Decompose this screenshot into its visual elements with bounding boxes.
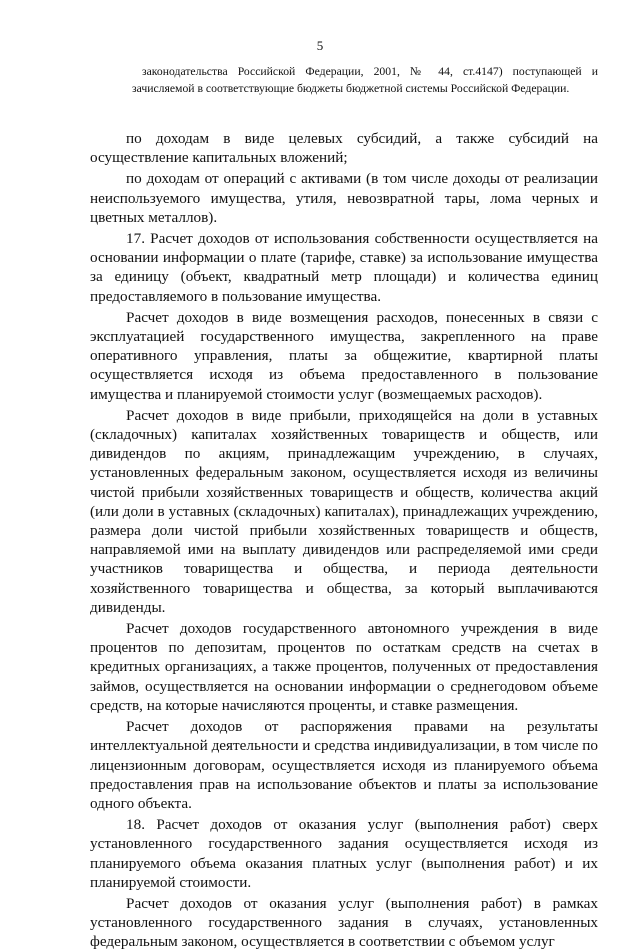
paragraph-asset-operations: по доходам от операций с активами (в том числе доходы от реализации неиспользуемого имущества, утиля, невозвратной тары, лома черных и цветных металлов).	[90, 170, 598, 226]
paragraph-18-paid-services: 18. Расчет доходов от оказания услуг (выполнения работ) сверх установленного государственного задания осуществляется исходя из планируемого объема оказания платных услуг (выполнения работ) и их планируемой стоимости.	[90, 816, 598, 891]
paragraph-17-property-use: 17. Расчет доходов от использования собственности осуществляется на основании информации о плате (тарифе, ставке) за использование имущества за единицу (объект, квадратный метр площади) и количества единиц предоставляемого в пользование имущества.	[90, 230, 598, 305]
document-body	[90, 129, 598, 952]
page-number: 5	[316, 38, 324, 53]
paragraph-expense-reimbursement: Расчет доходов в виде возмещения расходов, понесенных в связи с эксплуатацией государственного имущества, закрепленного на праве оперативного управления, платы за общежитие, квартирной платы осуществляется исходя из объема предоставленного в пользование имущества и планируемой стоимости услуг (возмещаемых расходов).	[90, 308, 598, 403]
paragraph-profit-dividends: Расчет доходов в виде прибыли, приходящейся на доли в уставных (складочных) капиталах хозяйственных товариществ и обществ, или дивидендов по акциям, принадлежащим учреждению, в случаях, установленных федеральным законом, осуществляется исходя из величины чистой прибыли хозяйственных товариществ и обществ, количества акций (или доли в уставных (складочных) капиталах), принадлежащих учреждению, размера доли чистой прибыли хозяйственных товариществ и обществ, направляемой ими на выплату дивидендов или распределяемой ими среди участников товарищества и общества, и периода деятельности хозяйственного товарищества и общества, за который выплачиваются дивиденды.	[90, 406, 598, 616]
paragraph-target-subsidies: по доходам в виде целевых субсидий, а также субсидий на осуществление капитальных вложений;	[90, 130, 598, 167]
paragraph-state-task-services: Расчет доходов от оказания услуг (выполнения работ) в рамках установленного государственного задания в случаях, установленных федеральным законом, осуществляется в соответствии с объемом услуг	[90, 894, 598, 951]
paragraph-intellectual-property: Расчет доходов от распоряжения правами на результаты интеллектуальной деятельности и средства индивидуализации, в том числе по лицензионным договорам, осуществляется исходя из планируемого объема предоставления прав на использование объектов и платы за использование одного объекта.	[90, 718, 599, 812]
footnote-continuation: законодательства Российской Федерации, 2001, № 44, ст.4147) поступающей и зачисляемой в соответствующие бюджеты бюджетной системы Российской Федерации.	[132, 65, 598, 95]
paragraph-deposit-interest: Расчет доходов государственного автономного учреждения в виде процентов по депозитам, процентов по остаткам средств на счетах в кредитных организациях, а также процентов, полученных от предоставления займов, осуществляется на основании информации о среднегодовом объеме средств, на которые начисляются проценты, и ставке размещения.	[90, 620, 598, 714]
